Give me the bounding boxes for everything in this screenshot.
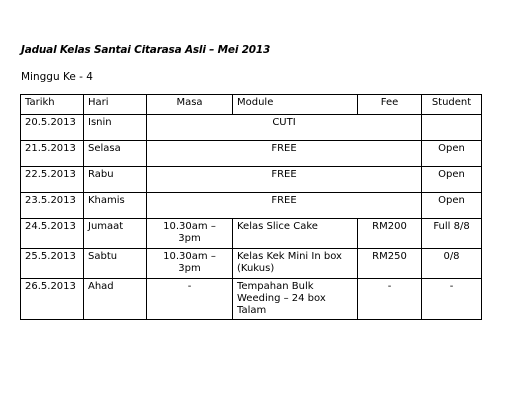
table-row [21, 193, 482, 219]
date-cell: 26.5.2013 [21, 279, 84, 320]
day-cell: Khamis [84, 193, 147, 219]
header-time: Masa [147, 95, 233, 115]
table-row [21, 115, 482, 141]
time-cell: 10.30am – 3pm [147, 249, 233, 279]
table-row [21, 249, 482, 279]
module-cell: Tempahan Bulk Weeding – 24 box Talam [233, 279, 358, 320]
time-cell: 10.30am – 3pm [147, 219, 233, 249]
time-cell: - [147, 279, 233, 320]
fee-cell: - [358, 279, 422, 320]
holiday-cell: CUTI [147, 115, 422, 141]
student-cell [422, 115, 482, 141]
table-row [21, 141, 482, 167]
student-status-cell: Open [422, 141, 482, 167]
date-cell: 24.5.2013 [21, 219, 84, 249]
module-cell: Kelas Slice Cake [233, 219, 358, 249]
header-student: Student [422, 95, 482, 115]
student-cell: - [422, 279, 482, 320]
table-row [21, 219, 482, 249]
header-fee: Fee [358, 95, 422, 115]
day-cell: Isnin [84, 115, 147, 141]
student-status-cell: Open [422, 167, 482, 193]
table-header-row [21, 95, 482, 115]
student-status-cell: Open [422, 193, 482, 219]
free-cell: FREE [147, 193, 422, 219]
header-day: Hari [84, 95, 147, 115]
day-cell: Rabu [84, 167, 147, 193]
class-schedule-table [20, 94, 482, 320]
day-cell: Selasa [84, 141, 147, 167]
week-label: Minggu Ke - 4 [21, 71, 93, 83]
date-cell: 20.5.2013 [21, 115, 84, 141]
date-cell: 25.5.2013 [21, 249, 84, 279]
table-row [21, 279, 482, 320]
fee-cell: RM200 [358, 219, 422, 249]
day-cell: Jumaat [84, 219, 147, 249]
student-cell: 0/8 [422, 249, 482, 279]
free-cell: FREE [147, 141, 422, 167]
date-cell: 23.5.2013 [21, 193, 84, 219]
document-title: Jadual Kelas Santai Citarasa Asli – Mei 2013 [21, 44, 271, 56]
free-cell: FREE [147, 167, 422, 193]
header-module: Module [233, 95, 358, 115]
day-cell: Ahad [84, 279, 147, 320]
student-cell: Full 8/8 [422, 219, 482, 249]
header-date: Tarikh [21, 95, 84, 115]
date-cell: 21.5.2013 [21, 141, 84, 167]
fee-cell: RM250 [358, 249, 422, 279]
date-cell: 22.5.2013 [21, 167, 84, 193]
table-row [21, 167, 482, 193]
day-cell: Sabtu [84, 249, 147, 279]
module-cell: Kelas Kek Mini In box (Kukus) [233, 249, 358, 279]
